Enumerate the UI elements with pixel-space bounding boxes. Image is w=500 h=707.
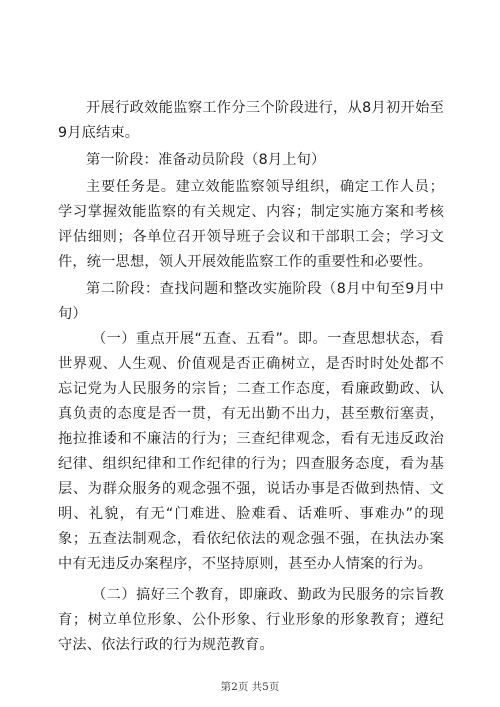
page-number-footer: 第2页 共5页 [220, 681, 280, 693]
paragraph-stage-one-heading: 第一阶段：准备动员阶段（8月上旬） [86, 152, 326, 168]
paragraph-five-checks: （一）重点开展“五查、五看”。即。一查思想状态，看世界观、人生观、价值观是否正确树立，是否时时处处都不忘记党为人民服务的宗旨；二查工作态度，看廉政勤政、认真负责的态度是否一贯，有无出勤不出力，甚至敷衍塞责，拖拉推诿和不廉洁的行为；三查纪律观念，看有无违反政治纪律、组织纪律和工作纪律的行为；四查服务态度，看为基层、为群众服务的观念强不强，说话办事是否做到热情、文明、礼貌，有无“门难进、脸难看、话难听、事难办”的现象；五查法制观念，看依纪依法的观念强不强，在执法办案中有无违反办案程序，不坚持原则，甚至办人情案的行为。 [58, 331, 444, 572]
paragraph-stage-one-tasks: 主要任务是。建立效能监察领导组织，确定工作人员；学习掌握效能监察的有关规定、内容；制定实施方案和考核评估细则；各单位召开领导班子会议和干部职工会；学习文件，统一思想，领人开展效能监察工作的重要性和必要性。 [58, 179, 444, 270]
paragraph-stage-two-heading: 第二阶段：查找问题和整改实施阶段（8月中旬至9月中旬） [58, 281, 444, 322]
paragraph-three-educations: （二）搞好三个教育，即廉政、勤政为民服务的宗旨教育；树立单位形象、公仆形象、行业形象的形象教育；遵纪守法、依法行政的行为规范教育。 [58, 587, 444, 653]
paragraph-intro: 开展行政效能监察工作分三个阶段进行，从8月初开始至9月底结束。 [58, 100, 444, 141]
document-body [58, 96, 444, 658]
